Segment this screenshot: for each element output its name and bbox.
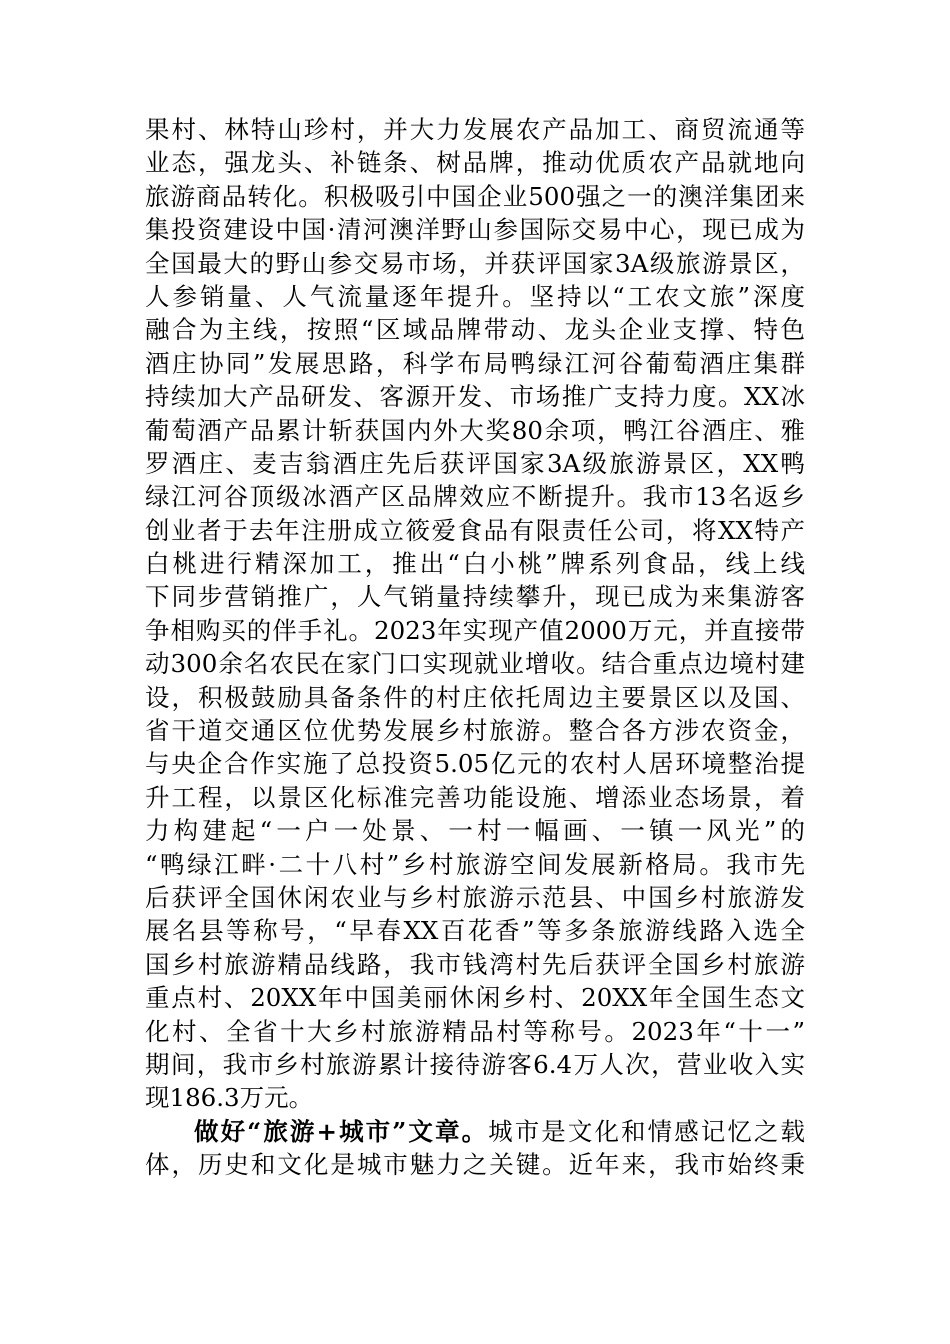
section-heading: 做好“旅游+城市”文章。 — [194, 1116, 489, 1146]
text-line: 期间，我市乡村旅游累计接待游客6.4万人次，营业收入实 — [145, 1049, 805, 1079]
text-line: 省干道交通区位优势发展乡村旅游。整合各方涉农资金， — [145, 716, 805, 746]
text-line: 融合为主线，按照“区域品牌带动、龙头企业支撑、特色 — [145, 315, 805, 345]
body-text — [145, 113, 805, 1182]
text-line: 力构建起“一户一处景、一村一幅画、一镇一风光”的 — [145, 816, 805, 846]
text-line: 酒庄协同”发展思路，科学布局鸭绿江河谷葡萄酒庄集群 — [145, 348, 805, 378]
section-text: 城市是文化和情感记忆之载 — [488, 1116, 806, 1146]
text-line: 重点村、20XX年中国美丽休闲乡村、20XX年全国生态文 — [145, 983, 805, 1013]
text-line: 升工程，以景区化标准完善功能设施、增添业态场景，着 — [145, 782, 805, 812]
text-line: 绿江河谷顶级冰酒产区品牌效应不断提升。我市13名返乡 — [145, 482, 805, 512]
paragraph-end-line: 现186.3万元。 — [145, 1083, 314, 1113]
text-line: 人参销量、人气流量逐年提升。坚持以“工农文旅”深度 — [145, 281, 805, 311]
text-line: 业态，强龙头、补链条、树品牌，推动优质农产品就地向 — [145, 148, 805, 178]
text-line: 旅游商品转化。积极吸引中国企业500强之一的澳洋集团来 — [145, 181, 805, 211]
text-line: 下同步营销推广，人气销量持续攀升，现已成为来集游客 — [145, 582, 805, 612]
text-line: 化村、全省十大乡村旅游精品村等称号。2023年“十一” — [145, 1016, 805, 1046]
text-line: 争相购买的伴手礼。2023年实现产值2000万元，并直接带 — [145, 615, 805, 645]
text-line: 创业者于去年注册成立筱爱食品有限责任公司，将XX特产 — [145, 515, 805, 545]
text-line: 展名县等称号，“早春XX百花香”等多条旅游线路入选全 — [145, 916, 805, 946]
text-line: 持续加大产品研发、客源开发、市场推广支持力度。XX冰 — [145, 382, 805, 412]
text-line: “鸭绿江畔·二十八村”乡村旅游空间发展新格局。我市先 — [145, 849, 805, 879]
text-line: 国乡村旅游精品线路，我市钱湾村先后获评全国乡村旅游 — [145, 949, 805, 979]
text-line: 体，历史和文化是城市魅力之关键。近年来，我市始终秉 — [145, 1150, 805, 1180]
text-line: 后获评全国休闲农业与乡村旅游示范县、中国乡村旅游发 — [145, 882, 805, 912]
text-line: 罗酒庄、麦吉翁酒庄先后获评国家3A级旅游景区，XX鸭 — [145, 448, 805, 478]
text-line: 集投资建设中国·清河澳洋野山参国际交易中心，现已成为 — [145, 215, 805, 245]
section-first-line — [145, 1115, 805, 1148]
text-line: 白桃进行精深加工，推出“白小桃”牌系列食品，线上线 — [145, 549, 805, 579]
text-line: 全国最大的野山参交易市场，并获评国家3A级旅游景区， — [145, 248, 805, 278]
text-line: 葡萄酒产品累计斩获国内外大奖80余项，鸭江谷酒庄、雅 — [145, 415, 805, 445]
text-line: 与央企合作实施了总投资5.05亿元的农村人居环境整治提 — [145, 749, 805, 779]
text-line: 动300余名农民在家门口实现就业增收。结合重点边境村建 — [145, 649, 805, 679]
text-line: 果村、林特山珍村，并大力发展农产品加工、商贸流通等 — [145, 115, 805, 144]
text-line: 设，积极鼓励具备条件的村庄依托周边主要景区以及国、 — [145, 682, 805, 712]
